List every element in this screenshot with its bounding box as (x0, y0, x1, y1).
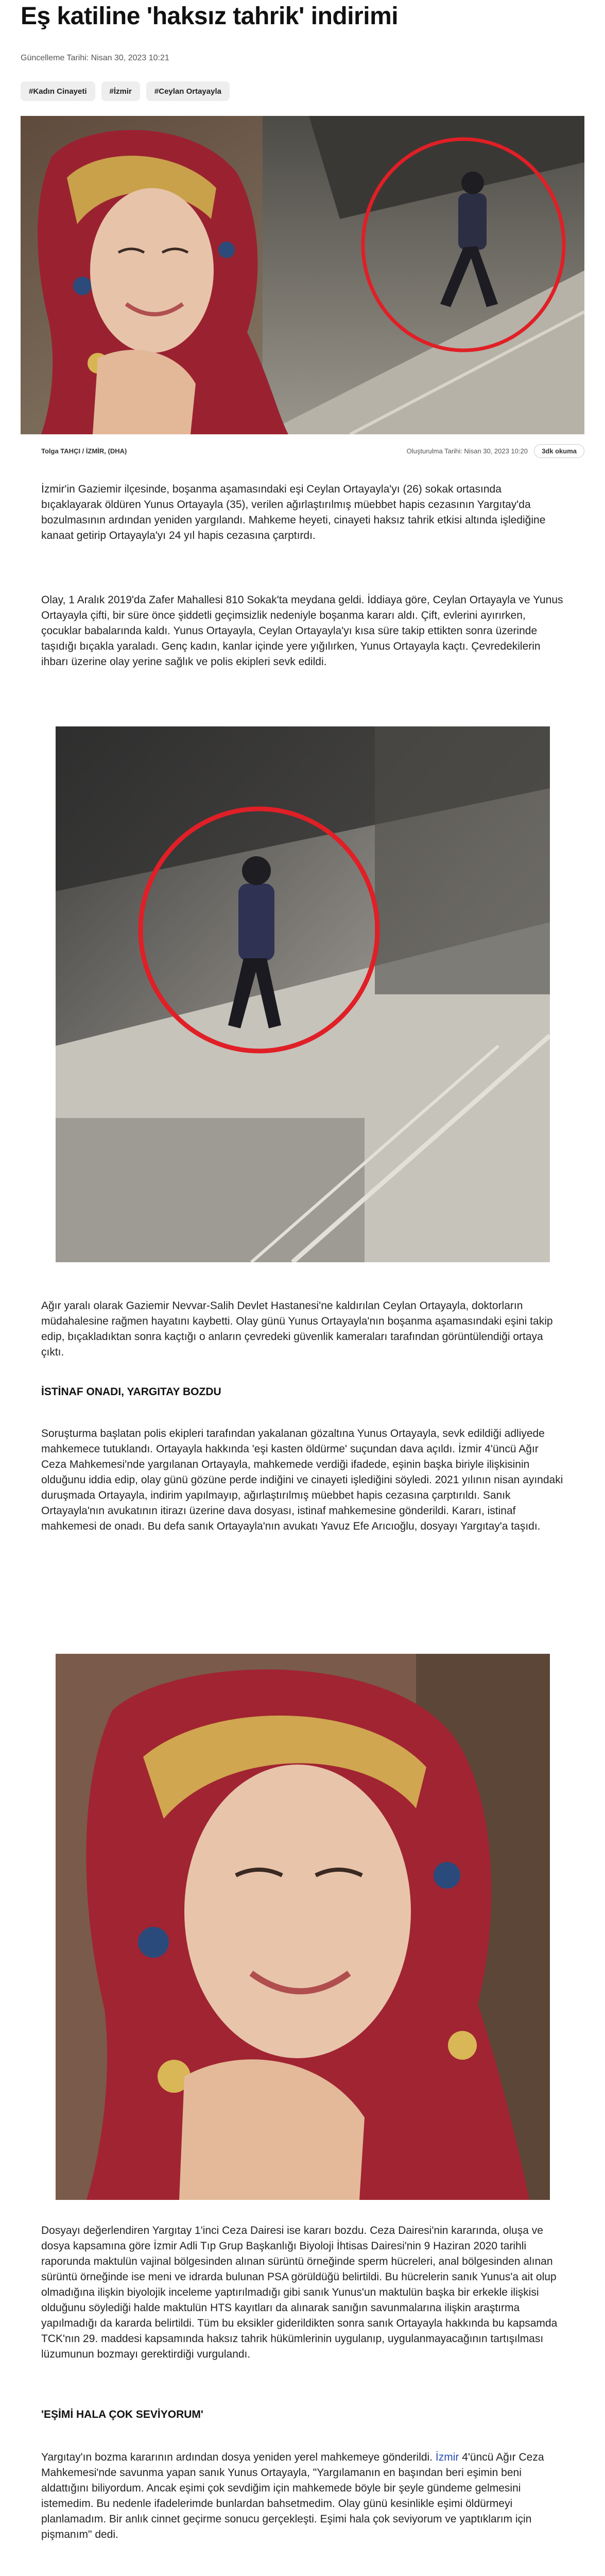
hero-image (21, 116, 584, 434)
subheading-istinaf: İSTİNAF ONADI, YARGITAY BOZDU (41, 1386, 221, 1398)
tag-kadin-cinayeti[interactable]: #Kadın Cinayeti (21, 81, 95, 101)
cctv-illustration (56, 726, 550, 1262)
link-izmir[interactable]: İzmir (435, 2451, 459, 2463)
hero-photo-illustration (21, 116, 584, 434)
paragraph-defense (41, 2450, 564, 2543)
tag-list (21, 81, 230, 101)
portrait-illustration (56, 1654, 550, 2200)
paragraph-defense-end: 4'üncü Ağır Ceza Mahkemesi'nde savunma yapan sanık Yunus Ortayayla, "Yargılamanın en başından beri eşimin beni aldattığını biliyordum. Ancak eşimi çok sevdiğim için mahkemede böyle bir şeyle gündeme gelmesini istemedim. Bu nedenle ifadelerimde bunlardan bahsetmedim. Olay günü kesinlikle eşimi öldürmeyi planlamadım. Bir anlık cinnet geçirme sonucu gerçekleşti. Eşimi hala çok seviyorum ve yaptıklarım için pişmanım" dedi. (41, 2451, 544, 2540)
paragraph-incident: Olay, 1 Aralık 2019'da Zafer Mahallesi 810 Sokak'ta meydana geldi. İddiaya göre, Ceylan Ortayayla ve Yunus Ortayayla çifti, bir süre önce şiddetli geçimsizlik nedeniyle boşanma kararı aldı. Çift, evlerini ayırırken, çocuklar babalarında kaldı. Yunus Ortayayla, Ceylan Ortayayla'yı kısa süre takip ettikten sonra üzerinde taşıdığı bıçakla yaraladı. Genç kadın, kanlar içinde yere yığılırken, Yunus Ortayayla kaçtı. Çevredekilerin ihbarı üzerine olay yerine sağlık ve polis ekipleri sevk edildi. (41, 594, 563, 668)
paragraph-intro: İzmir'in Gaziemir ilçesinde, boşanma aşamasındaki eşi Ceylan Ortayayla'yı (26) sokak ortasında bıçaklayarak öldüren Yunus Ortayayla (35), verilen ağırlaştırılmış müebbet hapis cezasının Yargıtay'da bozulmasının ardından yeniden yargılandı. Mahkeme heyeti, cinayeti haksız tahrik etkisi altında işlediğine kanaat getirip Ortayayla'yı 24 yıl hapis cezasına çarptırdı. (41, 483, 546, 541)
paragraph-hospital: Ağır yaralı olarak Gaziemir Nevvar-Salih Devlet Hastanesi'ne kaldırılan Ceylan Ortayayla, doktorların müdahalesine rağmen hayatını kaybetti. Olay günü Yunus Ortayayla'nın boşanma aşamasındaki eşini takip edip, bıçakladıktan sonra kaçtığı o anların çevredeki güvenlik kameraları tarafından görüntülendiği ortaya çıktı. (41, 1300, 553, 1358)
tag-izmir[interactable]: #İzmir (101, 81, 140, 101)
author-name: Tolga TAHÇI / İZMİR, (DHA) (41, 447, 127, 455)
article-title: Eş katiline 'haksız tahrik' indirimi (21, 3, 399, 30)
portrait-image (56, 1654, 550, 2200)
paragraph-yargitay: Dosyayı değerlendiren Yargıtay 1'inci Ceza Dairesi ise kararı bozdu. Ceza Dairesi'nin kararında, oluşa ve dosya kapsamına göre İzmir Adli Tıp Grup Başkanlığı Biyoloji İhtisas Dairesi'nin 9 Haziran 2020 tarihli raporunda maktulün vajinal bölgesinden alınan sürüntü örneğinde sperm hücreleri, anal bölgesinden alınan sürüntü örneğinde ise meni ve idrarda bulunan PSA görüldüğü belirtildi. Bu hücrelerin sanık Yunus'a ait olup olmadığına ilişkin biyolojik inceleme yaptırılmadığı gibi sanık Yunus'un maktulün başka bir erkekle ilişkisi olduğunu söylediği halde maktulün HTS kayıtları da alınarak sanığın savunmalarına ilişkin araştırma yapılmadığı da kararda belirtildi. Tüm bu eksikler giderildikten sonra sanık Ortayayla hakkında bu kapsamda TCK'nın 29. maddesi kapsamında haksız tahrik hükümlerinin uygulanıp, uygulanmayacağının tartışılması lüzumunun bozmayı gerektirdiği vurgulandı. (41, 2225, 558, 2360)
tag-ceylan-ortayayla[interactable]: #Ceylan Ortayayla (146, 81, 230, 101)
created-date: Oluşturulma Tarihi: Nisan 30, 2023 10:20 (406, 447, 528, 455)
paragraph-defense-start: Yargıtay'ın bozma kararının ardından dosya yeniden yerel mahkemeye gönderildi. (41, 2451, 436, 2463)
read-time-badge: 3dk okuma (534, 444, 584, 458)
subheading-esimi-seviyorum: 'EŞİMİ HALA ÇOK SEVİYORUM' (41, 2409, 203, 2420)
cctv-image (56, 726, 550, 1262)
updated-date: Güncelleme Tarihi: Nisan 30, 2023 10:21 (21, 54, 169, 62)
article-meta (21, 444, 584, 460)
paragraph-investigation: Soruşturma başlatan polis ekipleri tarafından yakalanan gözaltına Yunus Ortayayla, sevk edildiği adliyede mahkemece tutuklandı. Ortayayla hakkında 'eşi kasten öldürme' suçundan dava açıldı. İzmir 4'üncü Ağır Ceza Mahkemesi'nde yargılanan Ortayayla, mahkemede verdiği ifadede, eşinin başka biriyle ilişkisinin olduğunu iddia edip, olay günü gözüne perde indiğini ve cinayeti işlediğini söyledi. 2021 yılının nisan ayındaki duruşmada Ortayayla, indirim yapılmayıp, ağırlaştırılmış müebbet hapis cezasına çarptırıldı. Sanık Ortayayla'nın avukatının itirazı üzerine dava dosyası, istinaf mahkemesine gönderildi. Kararı, istinaf mahkemesi de onadı. Bu defa sanık Ortayayla'nın avukatı Yavuz Efe Arıcıoğlu, dosyayı Yargıtay'a taşıdı. (41, 1428, 563, 1532)
